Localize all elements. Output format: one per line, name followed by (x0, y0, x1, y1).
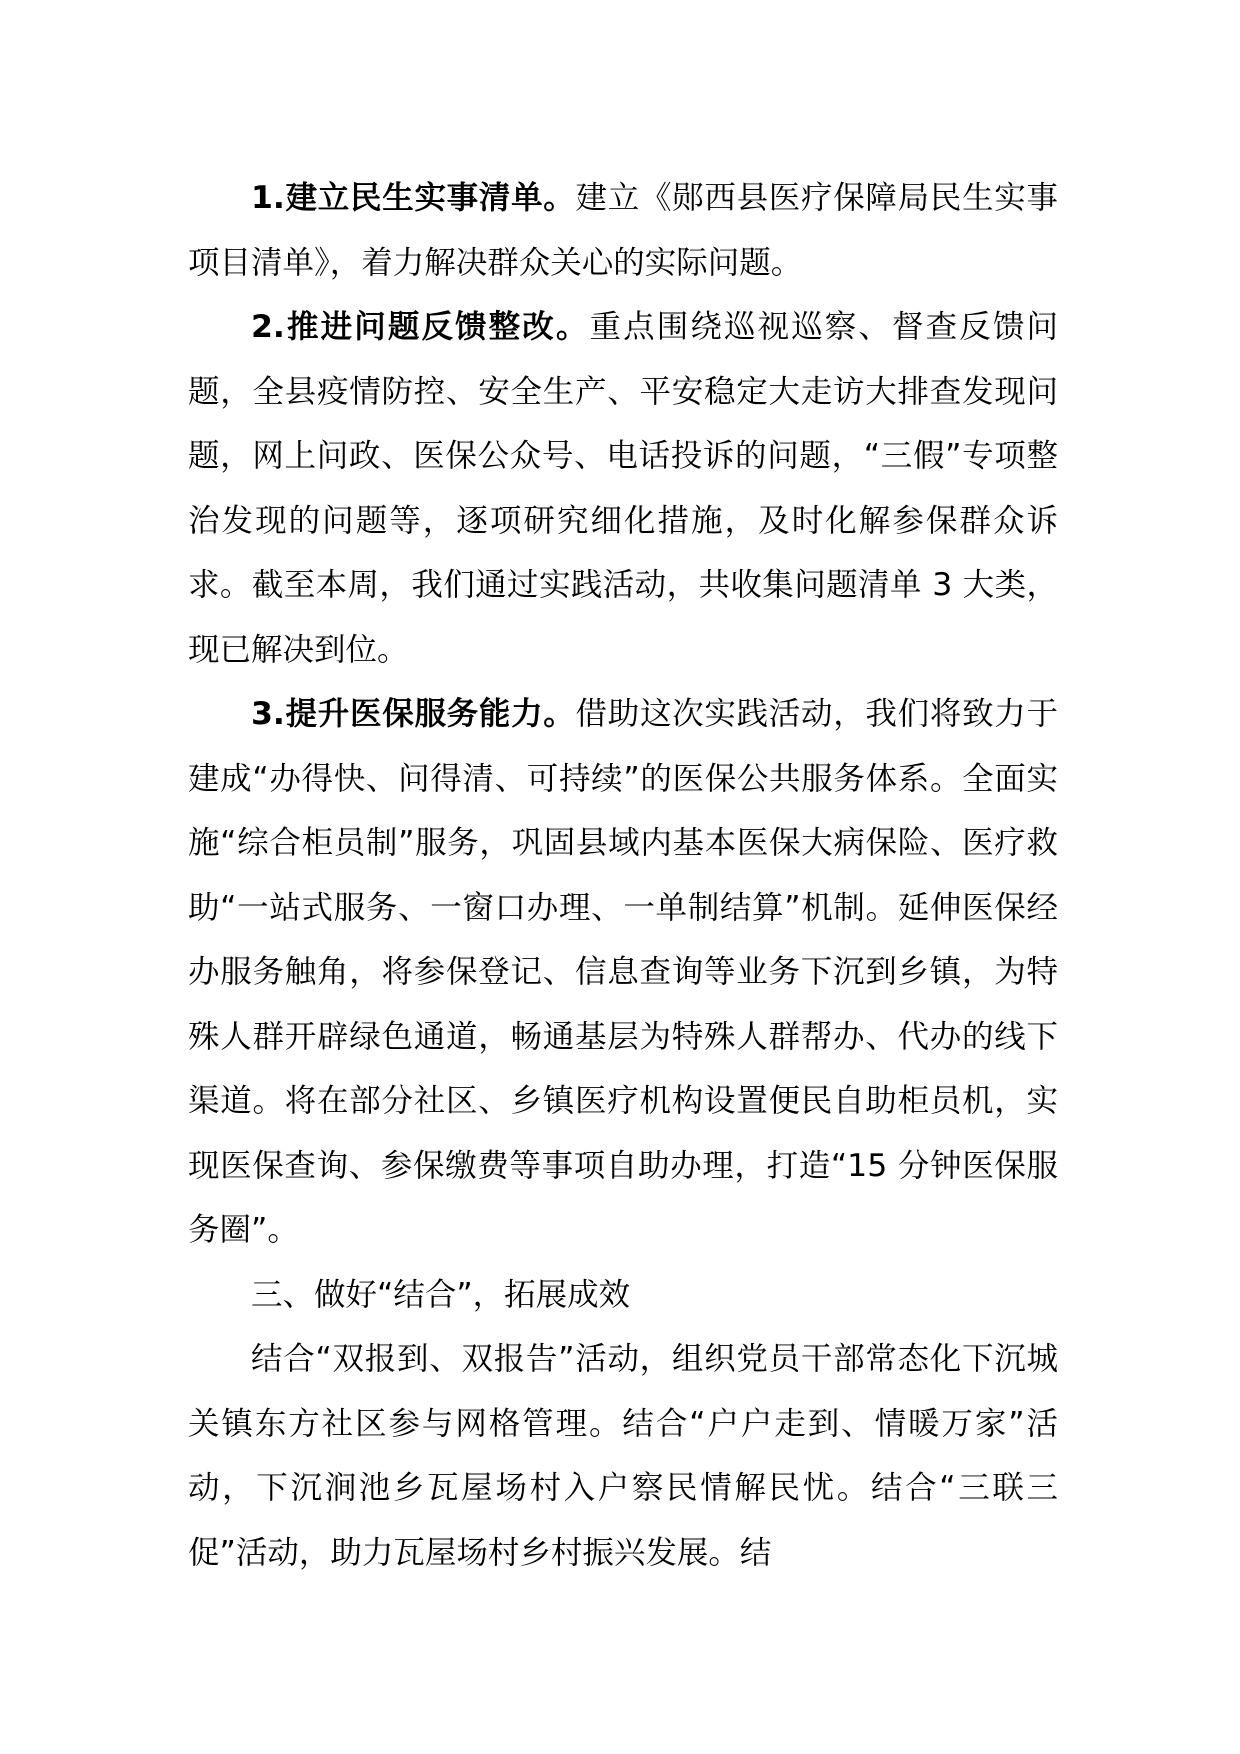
paragraph-2 (188, 295, 1058, 682)
paragraph-2-body: 重点围绕巡视巡察、督查反馈问题，全县疫情防控、安全生产、平安稳定大走访大排查发现问题，网上问政、医保公众号、电话投诉的问题，“三假”专项整治发现的问题等，逐项研究细化措施，及时化解参保群众诉求。截至本周，我们通过实践活动，共收集问题清单 3 大类，现已解决到位。 (188, 309, 1058, 668)
closing-paragraph: 结合“双报到、双报告”活动，组织党员干部常态化下沉城关镇东方社区参与网格管理。结合“户户走到、情暖万家”活动，下沉涧池乡瓦屋场村入户察民情解民忧。结合“三联三促”活动，助力瓦屋场村乡村振兴发展。结 (188, 1341, 1058, 1571)
paragraph-3 (188, 682, 1058, 1263)
section-heading: 三、做好“结合”，拓展成效 (251, 1276, 631, 1313)
paragraph-1 (188, 166, 1058, 295)
paragraph-1-lead: 1.建立民生实事清单。 (251, 180, 576, 216)
paragraph-3-body: 借助这次实践活动，我们将致力于建成“办得快、问得清、可持续”的医保公共服务体系。全面实施“综合柜员制”服务，巩固县域内基本医保大病保险、医疗救助“一站式服务、一窗口办理、一单制结算”机制。延伸医保经办服务触角，将参保登记、信息查询等业务下沉到乡镇，为特殊人群开辟绿色通道，畅通基层为特殊人群帮办、代办的线下渠道。将在部分社区、乡镇医疗机构设置便民自助柜员机，实现医保查询、参保缴费等事项自助办理，打造“15 分钟医保服务圈”。 (188, 696, 1058, 1248)
document-page (188, 166, 1058, 1585)
paragraph-1-body: 建立《郧西县医疗保障局民生实事项目清单》，着力解决群众关心的实际问题。 (188, 180, 1058, 281)
paragraph-2-lead: 2.推进问题反馈整改。 (251, 309, 590, 345)
paragraph-3-lead: 3.提升医保服务能力。 (251, 696, 576, 732)
